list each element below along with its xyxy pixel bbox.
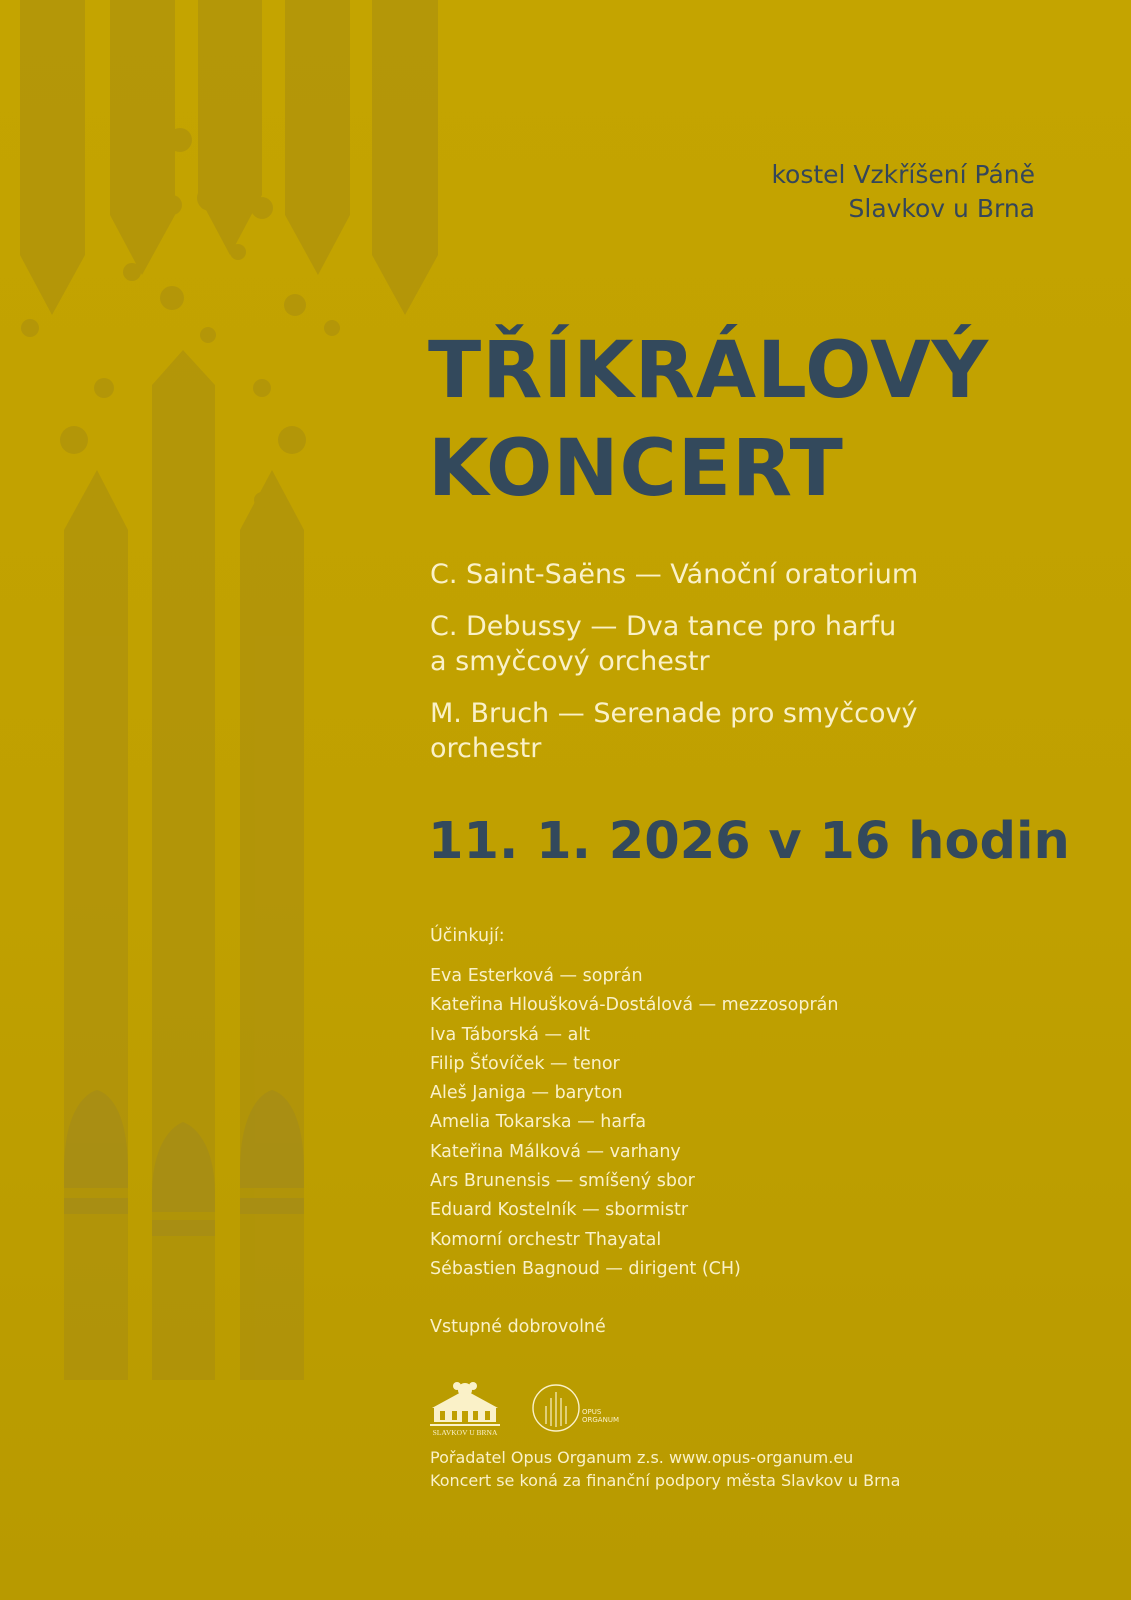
venue-town: Slavkov u Brna bbox=[848, 194, 1035, 223]
performer-item: Filip Šťovíček — tenor bbox=[430, 1053, 620, 1074]
performer-item: Komorní orchestr Thayatal bbox=[430, 1229, 662, 1250]
footer bbox=[430, 1446, 900, 1492]
concert-date: 11. 1. 2026 v 16 hodin bbox=[428, 812, 1070, 871]
admission-note: Vstupné dobrovolné bbox=[430, 1317, 606, 1337]
opus-logo-text-1: OPUS bbox=[582, 1408, 602, 1416]
performer-item: Eduard Kostelník — sbormistr bbox=[430, 1200, 689, 1221]
opus-logo-text-2: ORGANUM bbox=[582, 1416, 619, 1424]
organ-pipes-illustration bbox=[0, 0, 460, 1420]
performer-item: Eva Esterková — soprán bbox=[430, 966, 643, 986]
venue bbox=[771, 158, 1035, 226]
performer-item: Amelia Tokarska — harfa bbox=[430, 1112, 647, 1133]
title-line-2: KONCERT bbox=[428, 424, 844, 514]
title-line-1: TŘÍKRÁLOVÝ bbox=[428, 326, 990, 416]
performers-section bbox=[430, 924, 839, 1284]
program-item-line: a smyčcový orchestr bbox=[430, 646, 710, 677]
slavkov-logo-text: SLAVKOV U BRNA bbox=[432, 1428, 498, 1437]
organizer-line: Pořadatel Opus Organum z.s. www.opus-organum.eu bbox=[430, 1448, 854, 1467]
venue-name: kostel Vzkříšení Páně bbox=[771, 160, 1035, 189]
program-item-line: C. Saint-Saëns — Vánoční oratorium bbox=[430, 559, 919, 590]
slavkov-logo bbox=[426, 1378, 504, 1438]
funding-line: Koncert se koná za finanční podpory města Slavkov u Brna bbox=[430, 1471, 901, 1490]
program-item-line: orchestr bbox=[430, 733, 542, 764]
program-item-line: M. Bruch — Serenade pro smyčcový bbox=[430, 698, 918, 729]
performer-item: Kateřina Málková — varhany bbox=[430, 1141, 681, 1162]
performer-item: Ars Brunensis — smíšený sbor bbox=[430, 1171, 695, 1192]
opus-organum-logo bbox=[528, 1380, 628, 1436]
performers-list bbox=[430, 962, 839, 1284]
program-item-line: C. Debussy — Dva tance pro harfu bbox=[430, 611, 897, 642]
performer-item: Iva Táborská — alt bbox=[430, 1024, 591, 1045]
performers-heading: Účinkují: bbox=[430, 926, 505, 946]
program-item bbox=[430, 696, 1050, 766]
program-item bbox=[430, 609, 1050, 679]
performer-item: Kateřina Hloušková-Dostálová — mezzosoprán bbox=[430, 995, 839, 1016]
program-item bbox=[430, 557, 1050, 592]
performer-item: Aleš Janiga — baryton bbox=[430, 1083, 623, 1104]
page-title bbox=[428, 322, 989, 518]
performer-item: Sébastien Bagnoud — dirigent (CH) bbox=[430, 1258, 741, 1279]
program-list bbox=[430, 557, 1050, 783]
